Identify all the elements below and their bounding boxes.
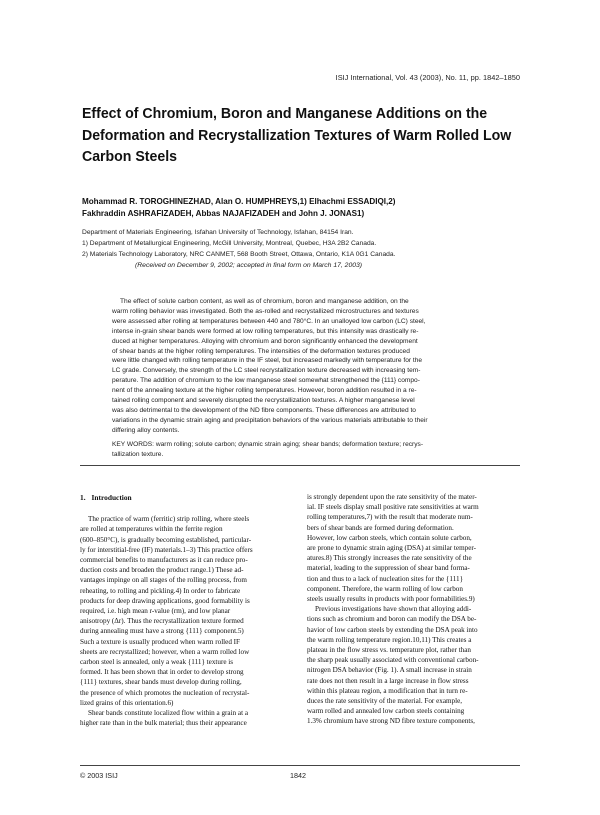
text-line: Shear bands constitute localized flow within a grain at a	[88, 709, 249, 718]
abstract-line: was also detrimental to the development of the ND fibre components. These differences are attributed to	[112, 406, 416, 414]
affiliation: 1) Department of Metallurgical Engineering, McGill University, Montreal, Quebec, H3A 2B2 Canada.	[82, 240, 377, 248]
text-line: are rolled at temperatures within the ferrite region	[80, 525, 223, 534]
affiliations	[82, 227, 532, 261]
text-line: havior of low carbon steels by extending the DSA peak into	[307, 625, 478, 634]
text-line: 1.3% chromium have strong ND fibre texture components,	[307, 717, 475, 726]
text-line: ial. IF steels display small positive rate sensitivities at warm	[307, 503, 479, 512]
text-line: sheets are recrystallized; however, when a warm rolled low	[80, 647, 250, 656]
text-line: steels usually results in products with poor formabilities.9)	[307, 595, 475, 604]
section-divider	[80, 465, 520, 466]
text-line: duction costs and broaden the product range.1) These ad-	[80, 566, 244, 575]
title-line: Effect of Chromium, Boron and Manganese Additions on the	[82, 105, 488, 122]
page-number: 1842	[290, 771, 306, 780]
abstract-line: differing alloy contents.	[112, 426, 180, 434]
section-number: 1.	[80, 493, 86, 502]
text-line: nitrogen DSA behavior (Fig. 1). A small increase in strain	[307, 666, 472, 675]
text-line: tions such as chromium and boron can modify the DSA be-	[307, 615, 477, 624]
text-line: {111} textures, shear bands must develop during rolling,	[80, 678, 242, 687]
text-line: (600–850°C), is gradually becoming established, particular-	[80, 535, 252, 544]
keywords-line: KEY WORDS: warm rolling; solute carbon; dynamic strain aging; shear bands; deformation texture; recrys-	[112, 440, 424, 448]
text-line: tion and thus to a lack of nucleation sites for the {111}	[307, 574, 464, 583]
title-line: Carbon Steels	[82, 148, 177, 165]
abstract-line: The effect of solute carbon content, as well as of chromium, boron and manganese addition, on the	[120, 298, 409, 305]
text-line: carbon steel is annealed, only a weak {111} texture is	[80, 658, 234, 667]
footer-divider	[80, 765, 520, 766]
text-line: atures.8) This strongly increases the rate sensitivity of the	[307, 554, 472, 563]
text-line: the sharp peak usually associated with conventional carbon-	[307, 656, 479, 665]
abstract-line: of shear bands at the higher rolling temperatures. The intensities of the deformation textures produced	[112, 347, 410, 355]
abstract-line: duced at higher temperatures. Alloying with chromium and boron significantly enhanced the development	[112, 337, 418, 345]
text-line: rolling temperatures,7) with the result that moderate num-	[307, 513, 473, 522]
text-line: However, low carbon steels, which contain solute carbon,	[307, 533, 472, 542]
author-line: Fakhraddin ASHRAFIZADEH, Abbas NAJAFIZADEH and John J. JONAS1)	[82, 209, 365, 218]
abstract-line: tained rolling component and severely disrupted the recrystallization textures. A higher manganese level	[112, 397, 415, 405]
text-line: are prone to dynamic strain aging (DSA) at similar temper-	[307, 544, 476, 553]
text-line: Such a texture is usually produced when warm rolled IF	[80, 637, 241, 646]
abstract-line: variations in the dynamic strain aging and precipitation behaviors of the various materials attributable to their	[112, 416, 428, 424]
abstract	[112, 297, 517, 460]
abstract-line: nent of the annealing texture at the higher rolling temperatures. However, boron addition resulted in a re-	[112, 387, 417, 395]
section-title: Introduction	[91, 493, 132, 502]
left-column	[80, 493, 292, 728]
text-line: Previous investigations have shown that alloying addi-	[315, 605, 472, 614]
text-line: products for deep drawing applications, good formability is	[80, 596, 250, 605]
abstract-line: warm rolling behavior was investigated. Both the as-rolled and recrystallized microstructures and textures	[112, 307, 419, 315]
abstract-line: intense in-grain shear bands were formed at low rolling temperatures, but this intensity was drastically re-	[112, 327, 419, 335]
text-line: required, i.e. high mean r-value (rm), and low planar	[80, 607, 231, 616]
text-line: vantages impinge on all stages of the rolling process, from	[80, 576, 247, 585]
text-line: lized grains of this orientation.6)	[80, 698, 174, 707]
text-line: rate does not then result in a large increase in flow stress	[307, 676, 469, 685]
keywords-line: tallization texture.	[112, 450, 164, 458]
abstract-line: were little changed with rolling temperature in the IF steel, but increased markedly with temperature for the	[112, 357, 423, 365]
text-line: within this plateau region, a modification that in turn re-	[307, 686, 468, 695]
text-line: duces the rate sensitivity of the material. For example,	[307, 697, 463, 706]
title-line: Deformation and Recrystallization Textures of Warm Rolled Low	[82, 126, 512, 144]
text-line: warm rolled and annealed low carbon steels containing	[307, 707, 465, 716]
section-heading	[80, 493, 292, 503]
journal-citation: ISIJ International, Vol. 43 (2003), No. 11, pp. 1842–1850	[335, 73, 520, 82]
abstract-line: LC grade. Conversely, the strength of the LC steel recrystallization texture decreased with increasing tem-	[112, 367, 421, 375]
text-line: material, leading to the suppression of shear band forma-	[307, 564, 470, 573]
affiliation: Department of Materials Engineering, Isfahan University of Technology, Isfahan, 84154 Iran.	[82, 229, 354, 236]
text-line: bers of shear bands are formed during deformation.	[307, 523, 454, 532]
text-line: plateau in the flow stress vs. temperature plot, rather than	[307, 646, 471, 655]
text-line: is strongly dependent upon the rate sensitivity of the mater-	[307, 493, 477, 501]
text-line: the presence of which promotes the nucleation of recrystal-	[80, 688, 250, 697]
right-column	[307, 492, 519, 727]
text-line: ly for interstitial-free (IF) materials.1–3) This practice offers	[80, 545, 253, 554]
received-dates: (Received on December 9, 2002; accepted in final form on March 17, 2003)	[135, 262, 363, 269]
text-line: reheating, to rolling and pickling.4) In order to fabricate	[80, 586, 241, 595]
paper-title	[82, 103, 512, 168]
text-line: component. Therefore, the warm rolling of low carbon	[307, 584, 463, 593]
text-line: during annealing must have a strong {111} component.5)	[80, 627, 244, 636]
author-list	[82, 196, 522, 220]
text-line: anisotropy (Δr). Thus the recrystallization texture formed	[80, 617, 244, 626]
text-line: commercial benefits to manufacturers as it can reduce pro-	[80, 556, 248, 565]
abstract-line: perature. The addition of chromium to the low manganese steel somewhat strengthened the {111} compo-	[112, 377, 420, 385]
keywords	[112, 440, 517, 460]
text-line: formed. It has been shown that in order to develop strong	[80, 668, 244, 677]
text-line: the warm rolling temperature region.10,11) This creates a	[307, 635, 472, 644]
abstract-line: were assessed after rolling at temperatures between 440 and 780°C. In an unalloyed low carbon (LC) steel,	[112, 317, 426, 325]
text-line: higher rate than in the bulk material; thus their appearance	[80, 719, 247, 728]
text-line: The practice of warm (ferritic) strip rolling, where steels	[88, 515, 250, 524]
affiliation: 2) Materials Technology Laboratory, NRC CANMET, 568 Booth Street, Ottawa, Ontario, K1A 0G1 Canada.	[82, 251, 396, 259]
copyright: © 2003 ISIJ	[80, 771, 118, 780]
author-line: Mohammad R. TOROGHINEZHAD, Alan O. HUMPHREYS,1) Elhachmi ESSADIQI,2)	[82, 197, 396, 206]
